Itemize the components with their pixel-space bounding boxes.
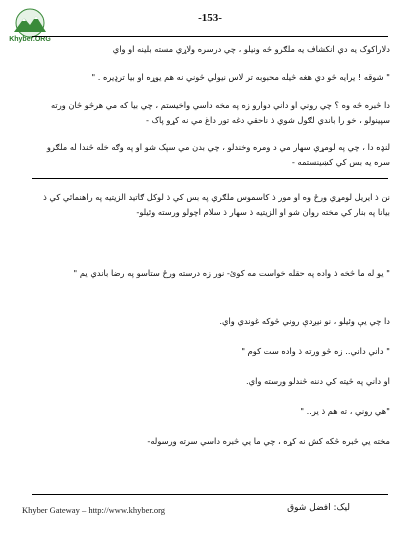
- paragraph-2: " شوقه ! یرایه څو دي هغه څیله محبوبه تر لاس نیولي څوني نه هم یوړه او بیا ترډیره . ": [91, 72, 390, 82]
- footer-site-link[interactable]: Khyber Gateway – http://www.khyber.org: [22, 505, 166, 515]
- section-rule: [32, 178, 388, 179]
- paragraph-10: "هي روني ، ته هم ذ ير.. ": [300, 406, 390, 416]
- paragraph-8: " داني داني.. زه څو ورته ذ واده ست کوم ": [241, 346, 390, 356]
- paragraph-1: دلاراکوک یه دي انکشاف یه ملګرو څه ونیلو ، چي درسره ولاړي مسته بلینه او واي: [112, 44, 390, 54]
- footer-rule: [32, 494, 388, 495]
- paragraph-4: لنډه دا ، چي په لومړي سهار مي د ومره وخندلو ، چي بدن مي سپک شو او په وګه خله څندا له ملګرو سره یه بس کي کښینستمه -: [46, 142, 390, 167]
- paragraph-5: نن ذ ایریل لومړي ورځ وه او مور ذ کاسموس ملګري په بس کي ذ لوکل ګاتید الزیتيه په راهنمائي کي ذ بیانا په بنار کي مخته روان شو او الزیتيه ذ سهار ذ سلام اچولو ورسته وئیلو-: [43, 192, 390, 217]
- paragraph-7: دا چي یې وئیلو ، نو نیږدې روني څوکه غوندي واي.: [219, 316, 390, 326]
- paragraph-3: دا څبره څه وه ؟ چي روني او داني دوارو زه په مخه داسي واخیستم ، چي بیا که مي هرڅو څان ورته سپینولو ، خو را باندي لګول شوي ذ ناحقي دغه تور داغ مي نه کړو پاک -: [50, 100, 390, 125]
- logo-text: Khyber.ORG: [9, 36, 51, 43]
- paragraph-9: او داني په څیته کي دننه څندلو ورسته واي.: [246, 376, 390, 386]
- paragraph-6: " یو له ما څخه ذ واده په حقله خواست مه کوئ- نور زه درسته ورځ ستاسو په رضا باندي یم ": [73, 268, 390, 278]
- page-number: -153-: [198, 12, 222, 24]
- footer-author: لیک: افضل شوق: [287, 503, 350, 513]
- header-rule: [32, 36, 388, 37]
- paragraph-11: مخته یي څبره څکه کش نه کړه ، چي ما یي څبره داسي سرته ورسوله-: [147, 436, 390, 446]
